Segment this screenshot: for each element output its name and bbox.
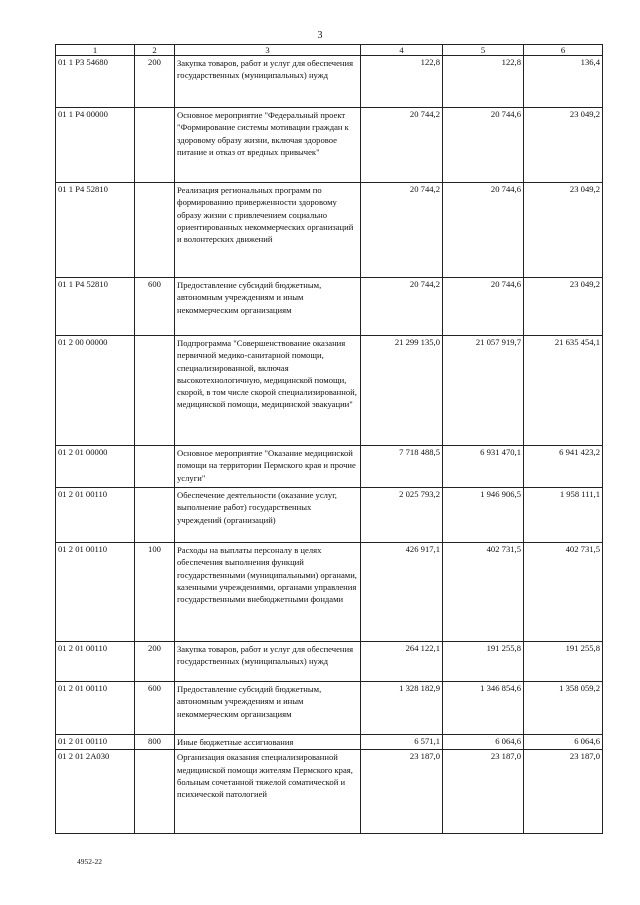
cell-code: 01 1 P3 54680 xyxy=(56,56,135,108)
cell-name: Закупка товаров, работ и услуг для обеспечения государственных (муниципальных) нужд xyxy=(175,642,361,682)
cell-value-1: 122,8 xyxy=(361,56,443,108)
cell-code: 01 1 P4 00000 xyxy=(56,108,135,183)
cell-expense-type xyxy=(135,750,175,834)
cell-value-2: 1 946 906,5 xyxy=(443,488,524,543)
page-number: 3 xyxy=(317,30,323,41)
cell-expense-type: 200 xyxy=(135,642,175,682)
table-row xyxy=(56,642,603,682)
cell-value-1: 426 917,1 xyxy=(361,543,443,642)
table-row xyxy=(56,108,603,183)
table-header-row xyxy=(56,45,603,56)
cell-name: Организация оказания специализированной медицинской помощи жителям Пермского края, больным сочетанной тяжелой соматической и психической патологией xyxy=(175,750,361,834)
column-header-value-3: 6 xyxy=(524,45,603,56)
cell-value-2: 1 346 854,6 xyxy=(443,682,524,735)
cell-value-1: 1 328 182,9 xyxy=(361,682,443,735)
table-row xyxy=(56,336,603,446)
cell-value-1: 264 122,1 xyxy=(361,642,443,682)
cell-value-1: 20 744,2 xyxy=(361,278,443,336)
column-header-value-2: 5 xyxy=(443,45,524,56)
cell-expense-type: 100 xyxy=(135,543,175,642)
table-row xyxy=(56,543,603,642)
cell-value-1: 20 744,2 xyxy=(361,108,443,183)
column-header-value-1: 4 xyxy=(361,45,443,56)
cell-value-3: 6 941 423,2 xyxy=(524,446,603,488)
cell-code: 01 2 01 00110 xyxy=(56,642,135,682)
cell-value-2: 20 744,6 xyxy=(443,278,524,336)
cell-value-2: 20 744,6 xyxy=(443,183,524,278)
cell-value-2: 191 255,8 xyxy=(443,642,524,682)
table-row xyxy=(56,56,603,108)
cell-value-2: 6 064,6 xyxy=(443,735,524,750)
cell-value-3: 402 731,5 xyxy=(524,543,603,642)
cell-code: 01 1 P4 52810 xyxy=(56,183,135,278)
cell-value-1: 21 299 135,0 xyxy=(361,336,443,446)
cell-value-1: 20 744,2 xyxy=(361,183,443,278)
cell-expense-type: 600 xyxy=(135,278,175,336)
cell-value-2: 402 731,5 xyxy=(443,543,524,642)
cell-value-1: 23 187,0 xyxy=(361,750,443,834)
budget-table xyxy=(55,44,603,834)
table-row xyxy=(56,488,603,543)
column-header-type: 2 xyxy=(135,45,175,56)
cell-expense-type xyxy=(135,446,175,488)
cell-expense-type: 800 xyxy=(135,735,175,750)
cell-name: Расходы на выплаты персоналу в целях обеспечения выполнения функций государственными (муниципальными) органами, казенными учреждениями, органами управления государственными внебюджетными фондами xyxy=(175,543,361,642)
column-header-name: 3 xyxy=(175,45,361,56)
cell-value-2: 21 057 919,7 xyxy=(443,336,524,446)
cell-value-3: 23 049,2 xyxy=(524,183,603,278)
cell-value-3: 23 049,2 xyxy=(524,108,603,183)
cell-code: 01 2 01 00110 xyxy=(56,543,135,642)
table-row xyxy=(56,183,603,278)
cell-expense-type xyxy=(135,108,175,183)
cell-name: Реализация региональных программ по формированию приверженности здоровому образу жизни с привлечением социально ориентированных некоммерческих организаций и волонтерских движений xyxy=(175,183,361,278)
cell-value-3: 1 958 111,1 xyxy=(524,488,603,543)
document-code: 4952-22 xyxy=(77,857,102,866)
cell-name: Основное мероприятие "Оказание медицинской помощи на территории Пермского края и прочие услуги" xyxy=(175,446,361,488)
cell-expense-type xyxy=(135,183,175,278)
table-row xyxy=(56,735,603,750)
cell-expense-type xyxy=(135,488,175,543)
cell-name: Основное мероприятие "Федеральный проект "Формирование системы мотивации граждан к здоровому образу жизни, включая здоровое питание и отказ от вредных привычек" xyxy=(175,108,361,183)
cell-code: 01 2 01 00000 xyxy=(56,446,135,488)
cell-name: Предоставление субсидий бюджетным, автономным учреждениям и иным некоммерческим организациям xyxy=(175,682,361,735)
cell-value-3: 23 187,0 xyxy=(524,750,603,834)
cell-value-3: 191 255,8 xyxy=(524,642,603,682)
cell-value-3: 136,4 xyxy=(524,56,603,108)
column-header-code: 1 xyxy=(56,45,135,56)
cell-name: Подпрограмма "Совершенствование оказания первичной медико-санитарной помощи, специализированной, включая высокотехнологичную, медицинской помощи, скорой, в том числе скорой специализированной, медицинской помощи, медицинской эвакуации" xyxy=(175,336,361,446)
cell-value-2: 23 187,0 xyxy=(443,750,524,834)
cell-value-3: 6 064,6 xyxy=(524,735,603,750)
cell-expense-type xyxy=(135,336,175,446)
cell-name: Иные бюджетные ассигнования xyxy=(175,735,361,750)
cell-expense-type: 200 xyxy=(135,56,175,108)
table-row xyxy=(56,446,603,488)
cell-value-3: 21 635 454,1 xyxy=(524,336,603,446)
cell-name: Обеспечение деятельности (оказание услуг, выполнение работ) государственных учреждений (организаций) xyxy=(175,488,361,543)
cell-expense-type: 600 xyxy=(135,682,175,735)
cell-code: 01 2 01 00110 xyxy=(56,682,135,735)
cell-value-3: 1 358 059,2 xyxy=(524,682,603,735)
table-row xyxy=(56,750,603,834)
cell-name: Предоставление субсидий бюджетным, автономным учреждениям и иным некоммерческим организациям xyxy=(175,278,361,336)
cell-value-1: 2 025 793,2 xyxy=(361,488,443,543)
table-row xyxy=(56,278,603,336)
cell-code: 01 1 P4 52810 xyxy=(56,278,135,336)
cell-value-2: 6 931 470,1 xyxy=(443,446,524,488)
cell-value-2: 20 744,6 xyxy=(443,108,524,183)
table-row xyxy=(56,682,603,735)
cell-code: 01 2 01 00110 xyxy=(56,735,135,750)
cell-name: Закупка товаров, работ и услуг для обеспечения государственных (муниципальных) нужд xyxy=(175,56,361,108)
cell-value-3: 23 049,2 xyxy=(524,278,603,336)
cell-code: 01 2 00 00000 xyxy=(56,336,135,446)
cell-code: 01 2 01 00110 xyxy=(56,488,135,543)
cell-value-2: 122,8 xyxy=(443,56,524,108)
cell-value-1: 6 571,1 xyxy=(361,735,443,750)
cell-value-1: 7 718 488,5 xyxy=(361,446,443,488)
cell-code: 01 2 01 2A030 xyxy=(56,750,135,834)
